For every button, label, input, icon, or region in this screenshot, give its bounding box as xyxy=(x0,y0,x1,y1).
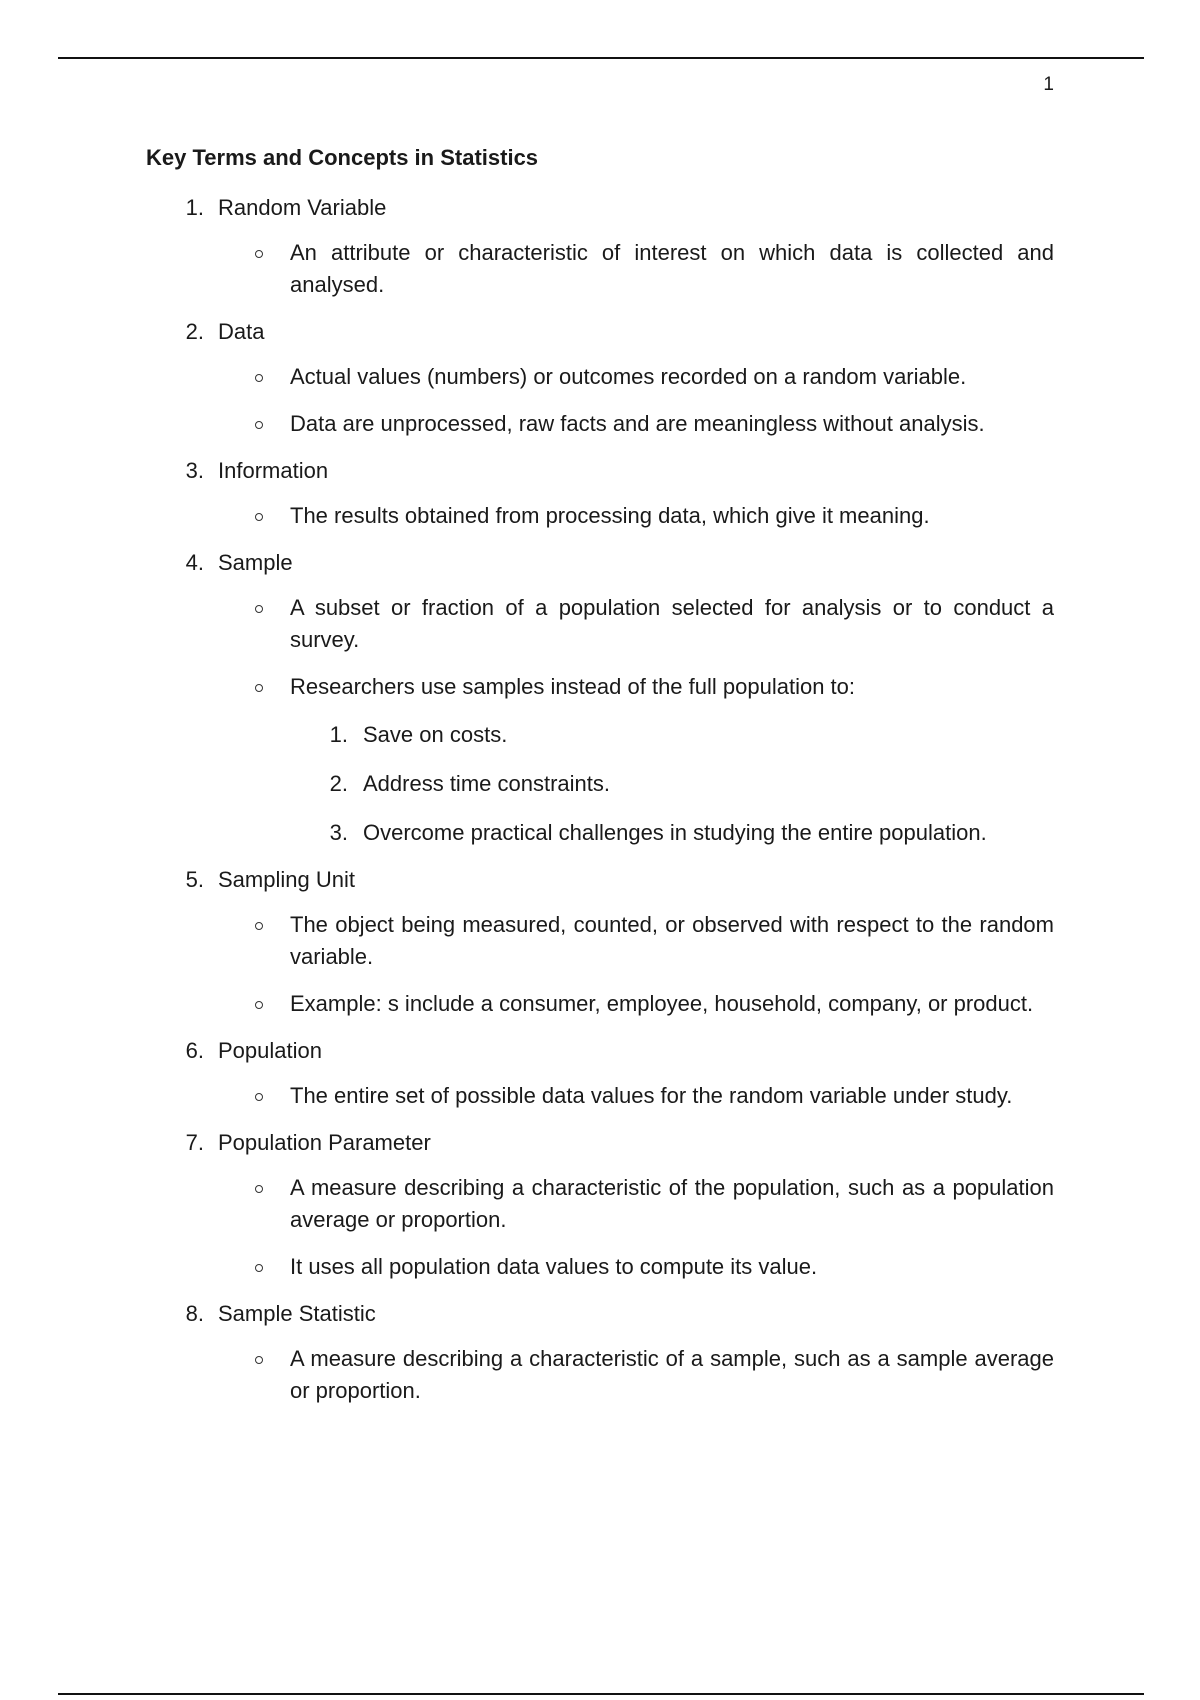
definition-text: A measure describing a characteristic of the population, such as a population average or proportion. xyxy=(290,1175,1054,1232)
reason-text: Save on costs. xyxy=(363,722,508,747)
reasons-list xyxy=(0,719,1200,849)
definition-text: An attribute or characteristic of interest on which data is collected and analysed. xyxy=(290,240,1054,297)
definition-text: The results obtained from processing data, which give it meaning. xyxy=(290,503,930,528)
reason-number: 3. xyxy=(329,820,348,845)
hollow-bullet-icon xyxy=(255,374,263,382)
hollow-bullet-icon xyxy=(255,513,263,521)
definition-text: Data are unprocessed, raw facts and are meaningless without analysis. xyxy=(290,411,985,436)
definition-text: The entire set of possible data values for the random variable under study. xyxy=(290,1083,1013,1108)
definitions-list xyxy=(0,500,1200,532)
term-heading xyxy=(0,1035,1200,1067)
reason-text: Overcome practical challenges in studying the entire population. xyxy=(363,820,987,845)
term-heading xyxy=(0,192,1200,224)
reason-text: Address time constraints. xyxy=(363,771,610,796)
definition-item xyxy=(0,1080,1200,1112)
reason-number: 2. xyxy=(329,771,348,796)
term-heading xyxy=(0,547,1200,579)
reason-item xyxy=(0,768,1200,800)
reason-item xyxy=(0,817,1200,849)
definitions-list xyxy=(0,1172,1200,1283)
bottom-rule xyxy=(58,1693,1144,1695)
term-label: Data xyxy=(218,319,265,344)
definition-item xyxy=(0,361,1200,393)
term-label: Sample Statistic xyxy=(218,1301,376,1326)
term-number: 6. xyxy=(185,1038,204,1063)
term-item xyxy=(0,1298,1200,1407)
term-item xyxy=(0,1035,1200,1112)
term-number: 3. xyxy=(185,458,204,483)
term-heading xyxy=(0,1127,1200,1159)
term-number: 2. xyxy=(185,319,204,344)
term-item xyxy=(0,547,1200,849)
definition-text: Example: s include a consumer, employee, household, company, or product. xyxy=(290,991,1034,1016)
term-heading xyxy=(0,316,1200,348)
hollow-bullet-icon xyxy=(255,922,263,930)
definition-item xyxy=(0,408,1200,440)
definition-item xyxy=(0,988,1200,1020)
definitions-list xyxy=(0,1343,1200,1407)
definitions-list xyxy=(0,909,1200,1020)
hollow-bullet-icon xyxy=(255,1185,263,1193)
hollow-bullet-icon xyxy=(255,684,263,692)
definition-text: Actual values (numbers) or outcomes recorded on a random variable. xyxy=(290,364,967,389)
definition-text: It uses all population data values to compute its value. xyxy=(290,1254,818,1279)
hollow-bullet-icon xyxy=(255,1093,263,1101)
reason-item xyxy=(0,719,1200,751)
definition-item xyxy=(0,1172,1200,1236)
term-number: 8. xyxy=(185,1301,204,1326)
hollow-bullet-icon xyxy=(255,1356,263,1364)
definition-item xyxy=(0,237,1200,301)
definition-item xyxy=(0,592,1200,656)
term-item xyxy=(0,1127,1200,1283)
term-label: Random Variable xyxy=(218,195,387,220)
hollow-bullet-icon xyxy=(255,1264,263,1272)
hollow-bullet-icon xyxy=(255,605,263,613)
definition-item xyxy=(0,1251,1200,1283)
hollow-bullet-icon xyxy=(255,1001,263,1009)
definition-text: Researchers use samples instead of the full population to: xyxy=(290,674,855,699)
definition-item xyxy=(0,1343,1200,1407)
terms-list xyxy=(0,192,1200,1422)
term-label: Population Parameter xyxy=(218,1130,431,1155)
term-number: 4. xyxy=(185,550,204,575)
term-label: Information xyxy=(218,458,329,483)
term-number: 1. xyxy=(185,195,204,220)
definitions-list xyxy=(0,1080,1200,1112)
hollow-bullet-icon xyxy=(255,250,263,258)
definitions-list xyxy=(0,361,1200,440)
definition-text: The object being measured, counted, or observed with respect to the random variable. xyxy=(290,912,1054,969)
term-item xyxy=(0,316,1200,440)
term-number: 5. xyxy=(185,867,204,892)
term-item xyxy=(0,455,1200,532)
term-label: Sampling Unit xyxy=(218,867,355,892)
term-heading xyxy=(0,455,1200,487)
definition-item xyxy=(0,671,1200,849)
term-number: 7. xyxy=(185,1130,204,1155)
reason-number: 1. xyxy=(329,722,348,747)
document-title: Key Terms and Concepts in Statistics xyxy=(146,145,539,170)
definition-text: A measure describing a characteristic of a sample, such as a sample average or proportion. xyxy=(290,1346,1054,1403)
top-rule xyxy=(58,57,1144,59)
page-number: 1 xyxy=(1043,74,1054,95)
term-heading xyxy=(0,1298,1200,1330)
hollow-bullet-icon xyxy=(255,421,263,429)
definition-item xyxy=(0,500,1200,532)
term-heading xyxy=(0,864,1200,896)
term-label: Sample xyxy=(218,550,293,575)
definition-item xyxy=(0,909,1200,973)
definitions-list xyxy=(0,237,1200,301)
term-item xyxy=(0,192,1200,301)
term-label: Population xyxy=(218,1038,322,1063)
term-item xyxy=(0,864,1200,1020)
definition-text: A subset or fraction of a population selected for analysis or to conduct a survey. xyxy=(290,595,1054,652)
definitions-list xyxy=(0,592,1200,849)
